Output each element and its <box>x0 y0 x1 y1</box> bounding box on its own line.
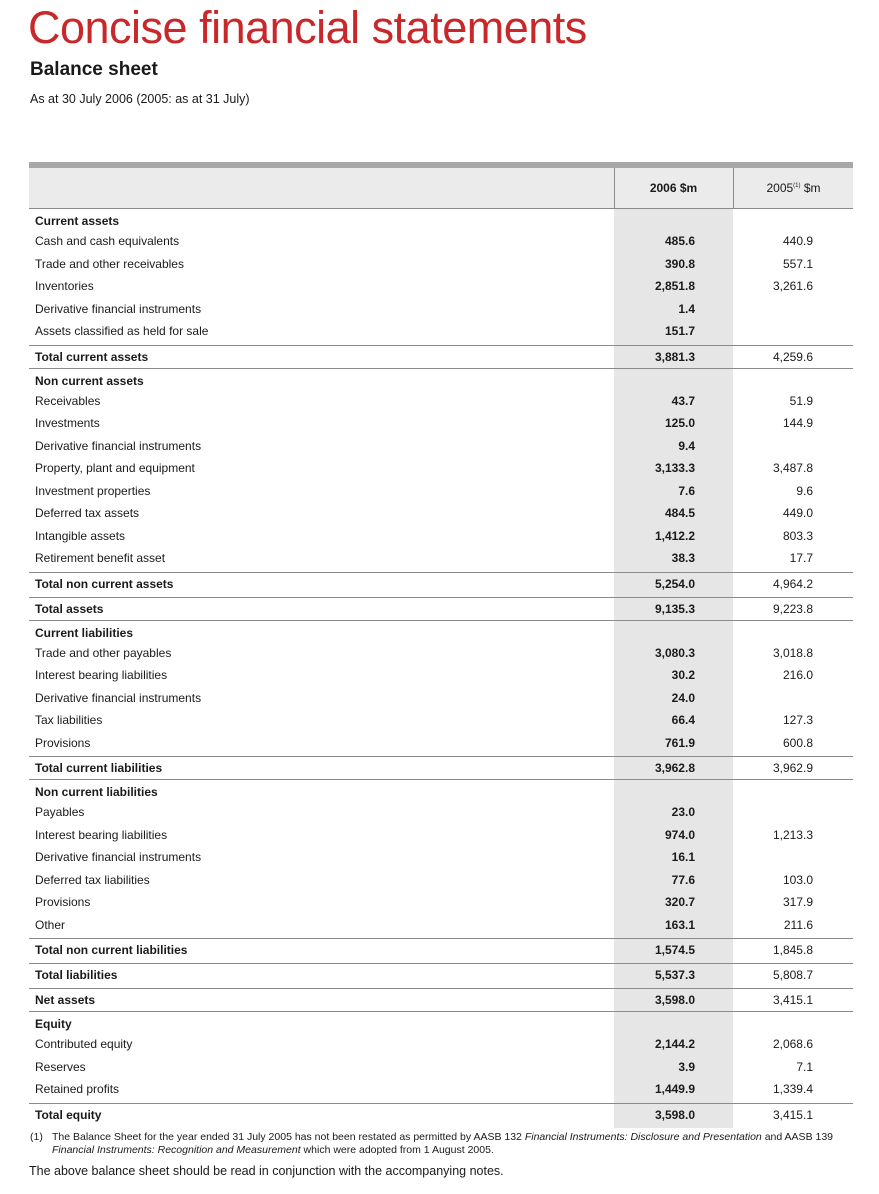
table-row <box>29 254 853 274</box>
footnote-text-part: which were adopted from 1 August 2005. <box>300 1144 494 1156</box>
value-2006: 1,574.5 <box>654 943 695 957</box>
table-row <box>29 391 853 411</box>
statement-title: Balance sheet <box>30 59 158 80</box>
table-row <box>29 526 853 546</box>
total-row <box>29 990 853 1010</box>
row-label: Reserves <box>35 1059 86 1074</box>
table-row <box>29 503 853 523</box>
value-2006: 66.4 <box>671 713 695 727</box>
table-row <box>29 710 853 730</box>
row-label: Current liabilities <box>35 625 134 640</box>
row-label: Total non current liabilities <box>35 943 188 957</box>
row-label: Contributed equity <box>35 1037 133 1051</box>
value-2005: 600.8 <box>782 735 813 750</box>
table-row <box>29 802 853 822</box>
footnote-text-part: and AASB 139 <box>761 1131 834 1143</box>
value-2005: 3,487.8 <box>772 461 813 475</box>
row-label: Total current liabilities <box>35 761 163 775</box>
row-label: Inventories <box>35 279 94 293</box>
value-2006: 1.4 <box>678 301 695 316</box>
column-header-2005-unit: $m <box>800 181 821 195</box>
row-label: Investments <box>35 416 100 430</box>
table-row <box>29 643 853 663</box>
value-2006: 125.0 <box>664 416 695 430</box>
value-2005: 9,223.8 <box>772 601 813 616</box>
value-2005: 557.1 <box>782 256 813 271</box>
total-row <box>29 758 853 778</box>
header-rule <box>29 208 853 209</box>
value-2005: 3,261.6 <box>772 279 813 293</box>
value-2005: 449.0 <box>782 506 813 520</box>
value-2006: 3,133.3 <box>654 461 695 475</box>
row-separator <box>29 1011 853 1012</box>
as-at-date: As at 30 July 2006 (2005: as at 31 July) <box>30 92 250 106</box>
footnote-reference: (1) <box>793 183 801 189</box>
footnote-text-part: The Balance Sheet for the year ended 31 July 2005 has not been restated as permitted by AASB 132 <box>52 1131 525 1143</box>
row-separator <box>29 597 853 598</box>
value-2006: 3,598.0 <box>654 993 695 1007</box>
value-2005: 1,339.4 <box>772 1082 813 1096</box>
row-label: Receivables <box>35 393 101 408</box>
row-label: Tax liabilities <box>35 713 103 727</box>
row-label: Total assets <box>35 601 104 616</box>
row-label: Investment properties <box>35 483 151 498</box>
section-heading-row <box>29 1014 853 1034</box>
row-label: Derivative financial instruments <box>35 690 202 705</box>
value-2005: 5,808.7 <box>772 968 813 982</box>
table-row <box>29 892 853 912</box>
row-separator <box>29 620 853 621</box>
table-row <box>29 276 853 296</box>
value-2005: 1,213.3 <box>772 827 813 842</box>
row-label: Property, plant and equipment <box>35 461 195 475</box>
column-header-2006: 2006 $m <box>649 181 698 195</box>
table-row <box>29 870 853 890</box>
value-2006: 7.6 <box>678 483 695 498</box>
value-2006: 38.3 <box>671 551 695 565</box>
balance-sheet-table <box>29 162 853 1128</box>
value-2005: 103.0 <box>782 872 813 887</box>
table-row <box>29 481 853 501</box>
value-2006: 5,254.0 <box>654 576 695 591</box>
row-label: Trade and other payables <box>35 645 172 660</box>
value-2006: 77.6 <box>671 872 695 887</box>
row-label: Equity <box>35 1017 72 1031</box>
value-2005: 3,962.9 <box>772 761 813 775</box>
table-row <box>29 413 853 433</box>
value-2005: 3,415.1 <box>772 993 813 1007</box>
value-2005: 317.9 <box>782 895 813 909</box>
value-2005: 3,018.8 <box>772 645 813 660</box>
value-2005: 4,964.2 <box>772 576 813 591</box>
value-2006: 163.1 <box>664 917 695 932</box>
column-header-2005 <box>734 168 853 208</box>
value-2005: 127.3 <box>782 713 813 727</box>
table-row <box>29 299 853 319</box>
table-row <box>29 915 853 935</box>
value-2005: 216.0 <box>782 668 813 682</box>
footnote-standard-title: Financial Instruments: Disclosure and Presentation <box>524 1131 762 1143</box>
value-2006: 2,144.2 <box>654 1037 695 1051</box>
value-2006: 3,598.0 <box>654 1107 695 1122</box>
value-2006: 24.0 <box>671 690 695 705</box>
value-2005: 1,845.8 <box>772 943 813 957</box>
row-label: Derivative financial instruments <box>35 438 202 453</box>
table-row <box>29 847 853 867</box>
total-row <box>29 965 853 985</box>
total-row <box>29 599 853 619</box>
row-label: Intangible assets <box>35 528 126 543</box>
row-label: Total non current assets <box>35 576 174 591</box>
row-separator <box>29 345 853 346</box>
value-2005: 51.9 <box>789 393 813 408</box>
value-2005: 440.9 <box>782 234 813 248</box>
value-2006: 2,851.8 <box>654 279 695 293</box>
row-label: Provisions <box>35 895 91 909</box>
row-separator <box>29 572 853 573</box>
row-label: Current assets <box>35 214 120 228</box>
row-label: Retained profits <box>35 1082 120 1096</box>
column-header-2005-year: 2005 <box>766 181 794 195</box>
table-row <box>29 733 853 753</box>
value-2006: 1,412.2 <box>654 528 695 543</box>
table-row <box>29 1034 853 1054</box>
row-label: Trade and other receivables <box>35 256 184 271</box>
row-label: Derivative financial instruments <box>35 850 202 864</box>
row-separator <box>29 368 853 369</box>
value-2006: 484.5 <box>664 506 695 520</box>
row-separator <box>29 988 853 989</box>
value-2005: 9.6 <box>796 483 813 498</box>
value-2006: 1,449.9 <box>654 1082 695 1096</box>
footnote-mark: (1) <box>30 1131 43 1143</box>
row-separator <box>29 938 853 939</box>
value-2006: 3,962.8 <box>654 761 695 775</box>
row-label: Deferred tax liabilities <box>35 872 150 887</box>
value-2006: 30.2 <box>671 668 695 682</box>
row-separator <box>29 963 853 964</box>
table-row <box>29 548 853 568</box>
table-row <box>29 1079 853 1099</box>
value-2006: 43.7 <box>671 393 695 408</box>
row-label: Assets classified as held for sale <box>35 324 209 338</box>
table-row <box>29 458 853 478</box>
table-row <box>29 1057 853 1077</box>
table-row <box>29 436 853 456</box>
row-separator <box>29 779 853 780</box>
value-2005: 17.7 <box>789 551 813 565</box>
row-label: Total liabilities <box>35 968 118 982</box>
value-2006: 485.6 <box>664 234 695 248</box>
row-label: Interest bearing liabilities <box>35 827 168 842</box>
footnote-text <box>52 1131 860 1157</box>
value-2006: 5,537.3 <box>654 968 695 982</box>
row-label: Total current assets <box>35 349 149 364</box>
table-row <box>29 321 853 341</box>
table-row <box>29 665 853 685</box>
value-2006: 974.0 <box>664 827 695 842</box>
value-2006: 151.7 <box>664 324 695 338</box>
value-2005: 144.9 <box>782 416 813 430</box>
value-2005: 2,068.6 <box>772 1037 813 1051</box>
value-2005: 7.1 <box>796 1059 813 1074</box>
value-2006: 9,135.3 <box>654 601 695 616</box>
row-label: Derivative financial instruments <box>35 301 202 316</box>
value-2006: 3,080.3 <box>654 645 695 660</box>
table-row <box>29 825 853 845</box>
value-2006: 320.7 <box>664 895 695 909</box>
value-2006: 23.0 <box>671 805 695 819</box>
section-heading-row <box>29 211 853 231</box>
value-2006: 3,881.3 <box>654 349 695 364</box>
section-heading-row <box>29 782 853 802</box>
row-label: Non current assets <box>35 373 144 388</box>
page-title: Concise financial statements <box>28 2 587 53</box>
row-label: Cash and cash equivalents <box>35 234 180 248</box>
row-label: Other <box>35 917 66 932</box>
value-2006: 390.8 <box>664 256 695 271</box>
row-separator <box>29 756 853 757</box>
value-2006: 761.9 <box>664 735 695 750</box>
value-2005: 803.3 <box>782 528 813 543</box>
row-label: Total equity <box>35 1107 102 1122</box>
footnote-standard-title: Financial Instruments: Recognition and Measurement <box>52 1144 301 1156</box>
value-2006: 9.4 <box>678 438 695 453</box>
row-label: Provisions <box>35 735 91 750</box>
section-heading-row <box>29 623 853 643</box>
value-2005: 4,259.6 <box>772 349 813 364</box>
table-row <box>29 231 853 251</box>
total-row <box>29 940 853 960</box>
row-label: Retirement benefit asset <box>35 551 166 565</box>
row-label: Non current liabilities <box>35 785 158 799</box>
row-separator <box>29 1103 853 1104</box>
row-label: Net assets <box>35 993 96 1007</box>
row-label: Interest bearing liabilities <box>35 668 168 682</box>
table-row <box>29 688 853 708</box>
closing-note: The above balance sheet should be read in conjunction with the accompanying notes. <box>29 1164 504 1178</box>
value-2006: 3.9 <box>678 1059 695 1074</box>
row-label: Deferred tax assets <box>35 506 140 520</box>
value-2006: 16.1 <box>671 850 695 864</box>
total-row <box>29 347 853 367</box>
section-heading-row <box>29 371 853 391</box>
total-row <box>29 574 853 594</box>
total-row <box>29 1105 853 1125</box>
row-label: Payables <box>35 805 85 819</box>
value-2005: 211.6 <box>783 917 813 932</box>
value-2005: 3,415.1 <box>772 1107 813 1122</box>
